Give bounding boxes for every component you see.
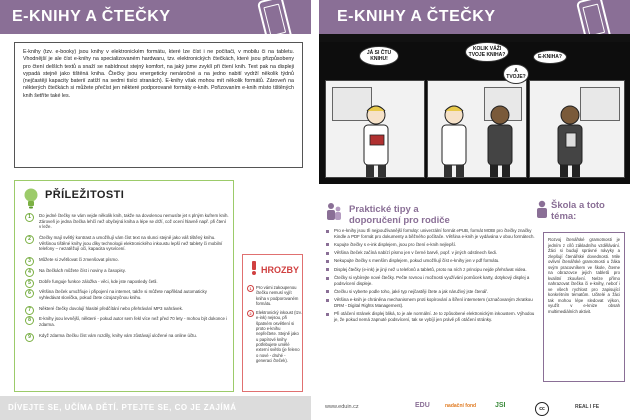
item-text: Některé čtečky dovolují hlasité předčítání nebo přehrávání MP3 nahrávek. — [39, 305, 183, 311]
item-number: 2 — [247, 310, 254, 317]
jsi-logo: JSI — [495, 402, 506, 409]
threats-box — [242, 254, 303, 392]
opportunities-box — [14, 180, 234, 392]
comic-panel-2 — [427, 80, 527, 178]
list-item: Nekupujte čtečky s menším displejem, pokud umožňují číst e-knihy jen v pdf formátu. — [325, 258, 539, 264]
comic-panel-3 — [529, 80, 625, 178]
list-item — [23, 235, 229, 252]
item-text: Když zdarma čtečku číst vám rozdíly, knihy vám zůstávají uložené na online účtu. — [39, 332, 198, 338]
list-item — [247, 310, 302, 363]
page-gutter — [311, 0, 319, 420]
list-item — [23, 333, 229, 339]
list-item — [23, 279, 229, 285]
two-people-talking-icon — [430, 101, 526, 178]
tips-title: Praktické tipy a doporučení pro rodiče — [349, 204, 450, 226]
item-number: 6 — [25, 289, 34, 298]
list-item: Většina čteček začíná nabízí písmo jen v černé barvě, popř. v jiných odstínech šedi. — [325, 250, 539, 256]
item-text: Pro vámi zakoupenou čtečku nemusí vyjít kniha v podporovaném formátu. — [256, 285, 299, 306]
list-item — [23, 316, 229, 327]
comic-top-strip — [319, 34, 630, 42]
right-header — [319, 0, 630, 34]
item-text: Do jedné čtečky se vám vejde několik knih, takže na dovolenou nemusíte jet s plným kufrem knih. Zároveň je jedna čtečka lehčí než obyčejná kniha a lépe se drží, což ocení hlavně např. při čtení v leže. — [39, 213, 229, 230]
right-page — [319, 0, 630, 420]
list-item: Pro e-knihy jsou tři nejpoužívanější formáty: univerzální formát ePUB, formát MOBI pro čtečky značky Kindle a PDF formát pro dokumenty a běžného počítače. Většina e-knih je vydávána v obou formátech. — [325, 228, 539, 239]
item-text: Můžete si zvětšovat či zmenšovat písmo. — [39, 256, 119, 262]
school-person-icon — [535, 200, 549, 218]
item-text: Čtečky mají světlý kontrast a umožňují vám číst text na slunci stejně jako váš tištěný knihu. Většinou tištěné knihy jsou díky technologii elektronického inkoustu lepší než tablety či mobilní telefony – nezatěžují oči, kapacita vysvícení. — [39, 234, 223, 252]
edu-logo: EDU — [415, 402, 430, 409]
list-item — [23, 268, 229, 274]
list-item — [23, 306, 229, 312]
item-number: 3 — [25, 257, 34, 266]
item-text: Na čtečkách můžete číst i noviny a časopisy. — [39, 267, 126, 273]
item-number: 8 — [25, 316, 34, 325]
left-footer — [0, 396, 311, 420]
website-link[interactable]: www.eduin.cz — [325, 404, 359, 410]
cc-license-logo: cc — [535, 402, 549, 416]
phone-icon — [257, 0, 293, 46]
tips-list — [325, 228, 539, 325]
item-number: 2 — [25, 235, 34, 244]
school-title: Škola a toto téma: — [551, 200, 605, 222]
item-number: 7 — [25, 306, 34, 315]
list-item — [247, 285, 302, 306]
footer-slogan: DÍVEJTE SE, UČÍMA DĚTÍ. PTEJTE SE, CO JE ZAJÍMÁ — [8, 403, 237, 412]
list-item: Displej čtečky (e-ink) je jiný než u telefonů a tabletů, proto na ních z principu nejde přehrávat videa. — [325, 267, 539, 273]
warning-person-icon — [249, 261, 259, 275]
item-number: 1 — [25, 213, 34, 222]
item-text: E-knihy jsou levnější, některé - pokud autor sem řekl více než před 70 lety - mohou být dokonce i zdarma. — [39, 316, 228, 328]
lightbulb-icon — [23, 187, 39, 209]
list-item: Většina e-knih je chráněna mechanismem proti kopírování a šíření internetem (označovaným zkratkou DRM - Digital Rights Management). — [325, 297, 539, 308]
opportunities-title: PŘÍLEŽITOSTI — [45, 189, 125, 201]
left-page — [0, 0, 311, 420]
speech-bubble: JÁ SI ČTU KNIHU! — [359, 46, 399, 66]
speech-bubble: E-KNIHA? — [533, 50, 567, 64]
parents-icon — [325, 202, 343, 220]
intro-text: E-knihy (tzv. e-booky) jsou knihy v elektronickém formátu, které lze číst i ne počítači, v mobilu či na tabletu. Vhodnější je ale číst e-knihy na specializovaném hardwaru, tzv. elektronických čtečkách, které jsou přizpůsobeny pro čtení delších textů a snaží se nabídnout stejný komfort, na jaký jsme zvyklí při čtení knih. Text pak na displeji vypadá stejně jako tištěná kniha. Čtečky jsou energeticky nenáročné a na jedno nabití vydrží několik týdnů (nejčastěji kapacity baterií zatíží na sedmi tisíci stranách). E-knihy však mohou mít několik formátů. Zároveň na některých čtečkách si můžete přečíst jen některé podporované formáty e-knih. Pořizovaním e-knih místo tištěných knih šetříte také les. — [23, 49, 294, 99]
item-number: 5 — [25, 279, 34, 288]
list-item: Čtečky si vybírejte nové čtečky. Pečte rovnou i možnosti využívání pomůcek karty, dotykový displej a podsvícení displeje. — [325, 275, 539, 286]
left-header-title: E-KNIHY A ČTEČKY — [12, 8, 171, 25]
list-item: Kupujte čtečky s e-ink displejem, jsou pro čtení e-knih nejlepší. — [325, 242, 539, 248]
item-number: 4 — [25, 268, 34, 277]
opportunities-list — [23, 213, 229, 344]
item-number: 1 — [247, 285, 254, 292]
list-item: Při otáčení stránek displej bliká, to je ale normální. Je to způsobené elektronickým inkoustem. Výhodou je, že pokud nemá zapnuté podsvícení, tak se vybíjí jen právě při otáčení stránky. — [325, 311, 539, 322]
list-item — [23, 289, 229, 300]
left-header — [0, 0, 311, 34]
man-with-ereader-icon — [540, 101, 600, 178]
speech-bubble: A TVOJE? — [503, 64, 529, 84]
item-text: Elektronický inkoust (tzv. e-ink) nejsou, při špatném osvětlení si proto e-knihu nepřečtete. Stejně jako u papírové knihy potřebujete umělé externí světlo (je řeleno o nové - druhé - generaci čteček). — [256, 310, 302, 363]
list-item — [23, 257, 229, 263]
comic-panel-1 — [325, 80, 425, 178]
man-reading-book-icon — [346, 101, 406, 178]
comic-strip — [319, 42, 630, 184]
threats-title: HROZBY — [261, 265, 299, 275]
list-item: Čtečku si vyberte podle toho, jaké typ nejčastěji čtete a jak náruživý jste čtenář. — [325, 289, 539, 295]
speech-bubble: KOLIK VÁŽI TVOJE KNIHA? — [465, 42, 509, 62]
intro-box — [14, 42, 303, 168]
right-header-title: E-KNIHY A ČTEČKY — [337, 8, 496, 25]
reallife-logo: REAL I FE — [575, 404, 600, 410]
foundation-logo: nadační fond — [445, 403, 477, 409]
item-text: Dobře funguje funkce záložka - věci, kde jste naposledy četli. — [39, 278, 158, 284]
school-text: Rozvoj čtenářské gramotnosti je jedním z cílů základního vzdělávání. Žáci si budují správné návyky a zlepšují čtenářské dovednosti. Mile ovlivní čtenářské gramotnosti u žáka svým pracovníkem ve škole, čteme na obrazovce jejich tabletů pro kvalitní zkoušení. Nelze přímo nahrazovat čtečka či e-knihy, neboť i ve všech rychlost pro zapisující konkrétním tématům. Učitelé a žáci tak mohou lépe sledovat výkon, využít v e-knize obsah multimediálních aktivit. — [548, 237, 620, 314]
threats-list — [247, 285, 302, 367]
list-item — [23, 213, 229, 230]
item-number: 9 — [25, 333, 34, 342]
school-box — [543, 232, 625, 382]
item-text: Většina čteček umožňuje i připojení na internet, takže si můžete například automaticky vyhledávat slovíčka, pokud čtete cizojazyčnou knihu. — [39, 289, 207, 300]
